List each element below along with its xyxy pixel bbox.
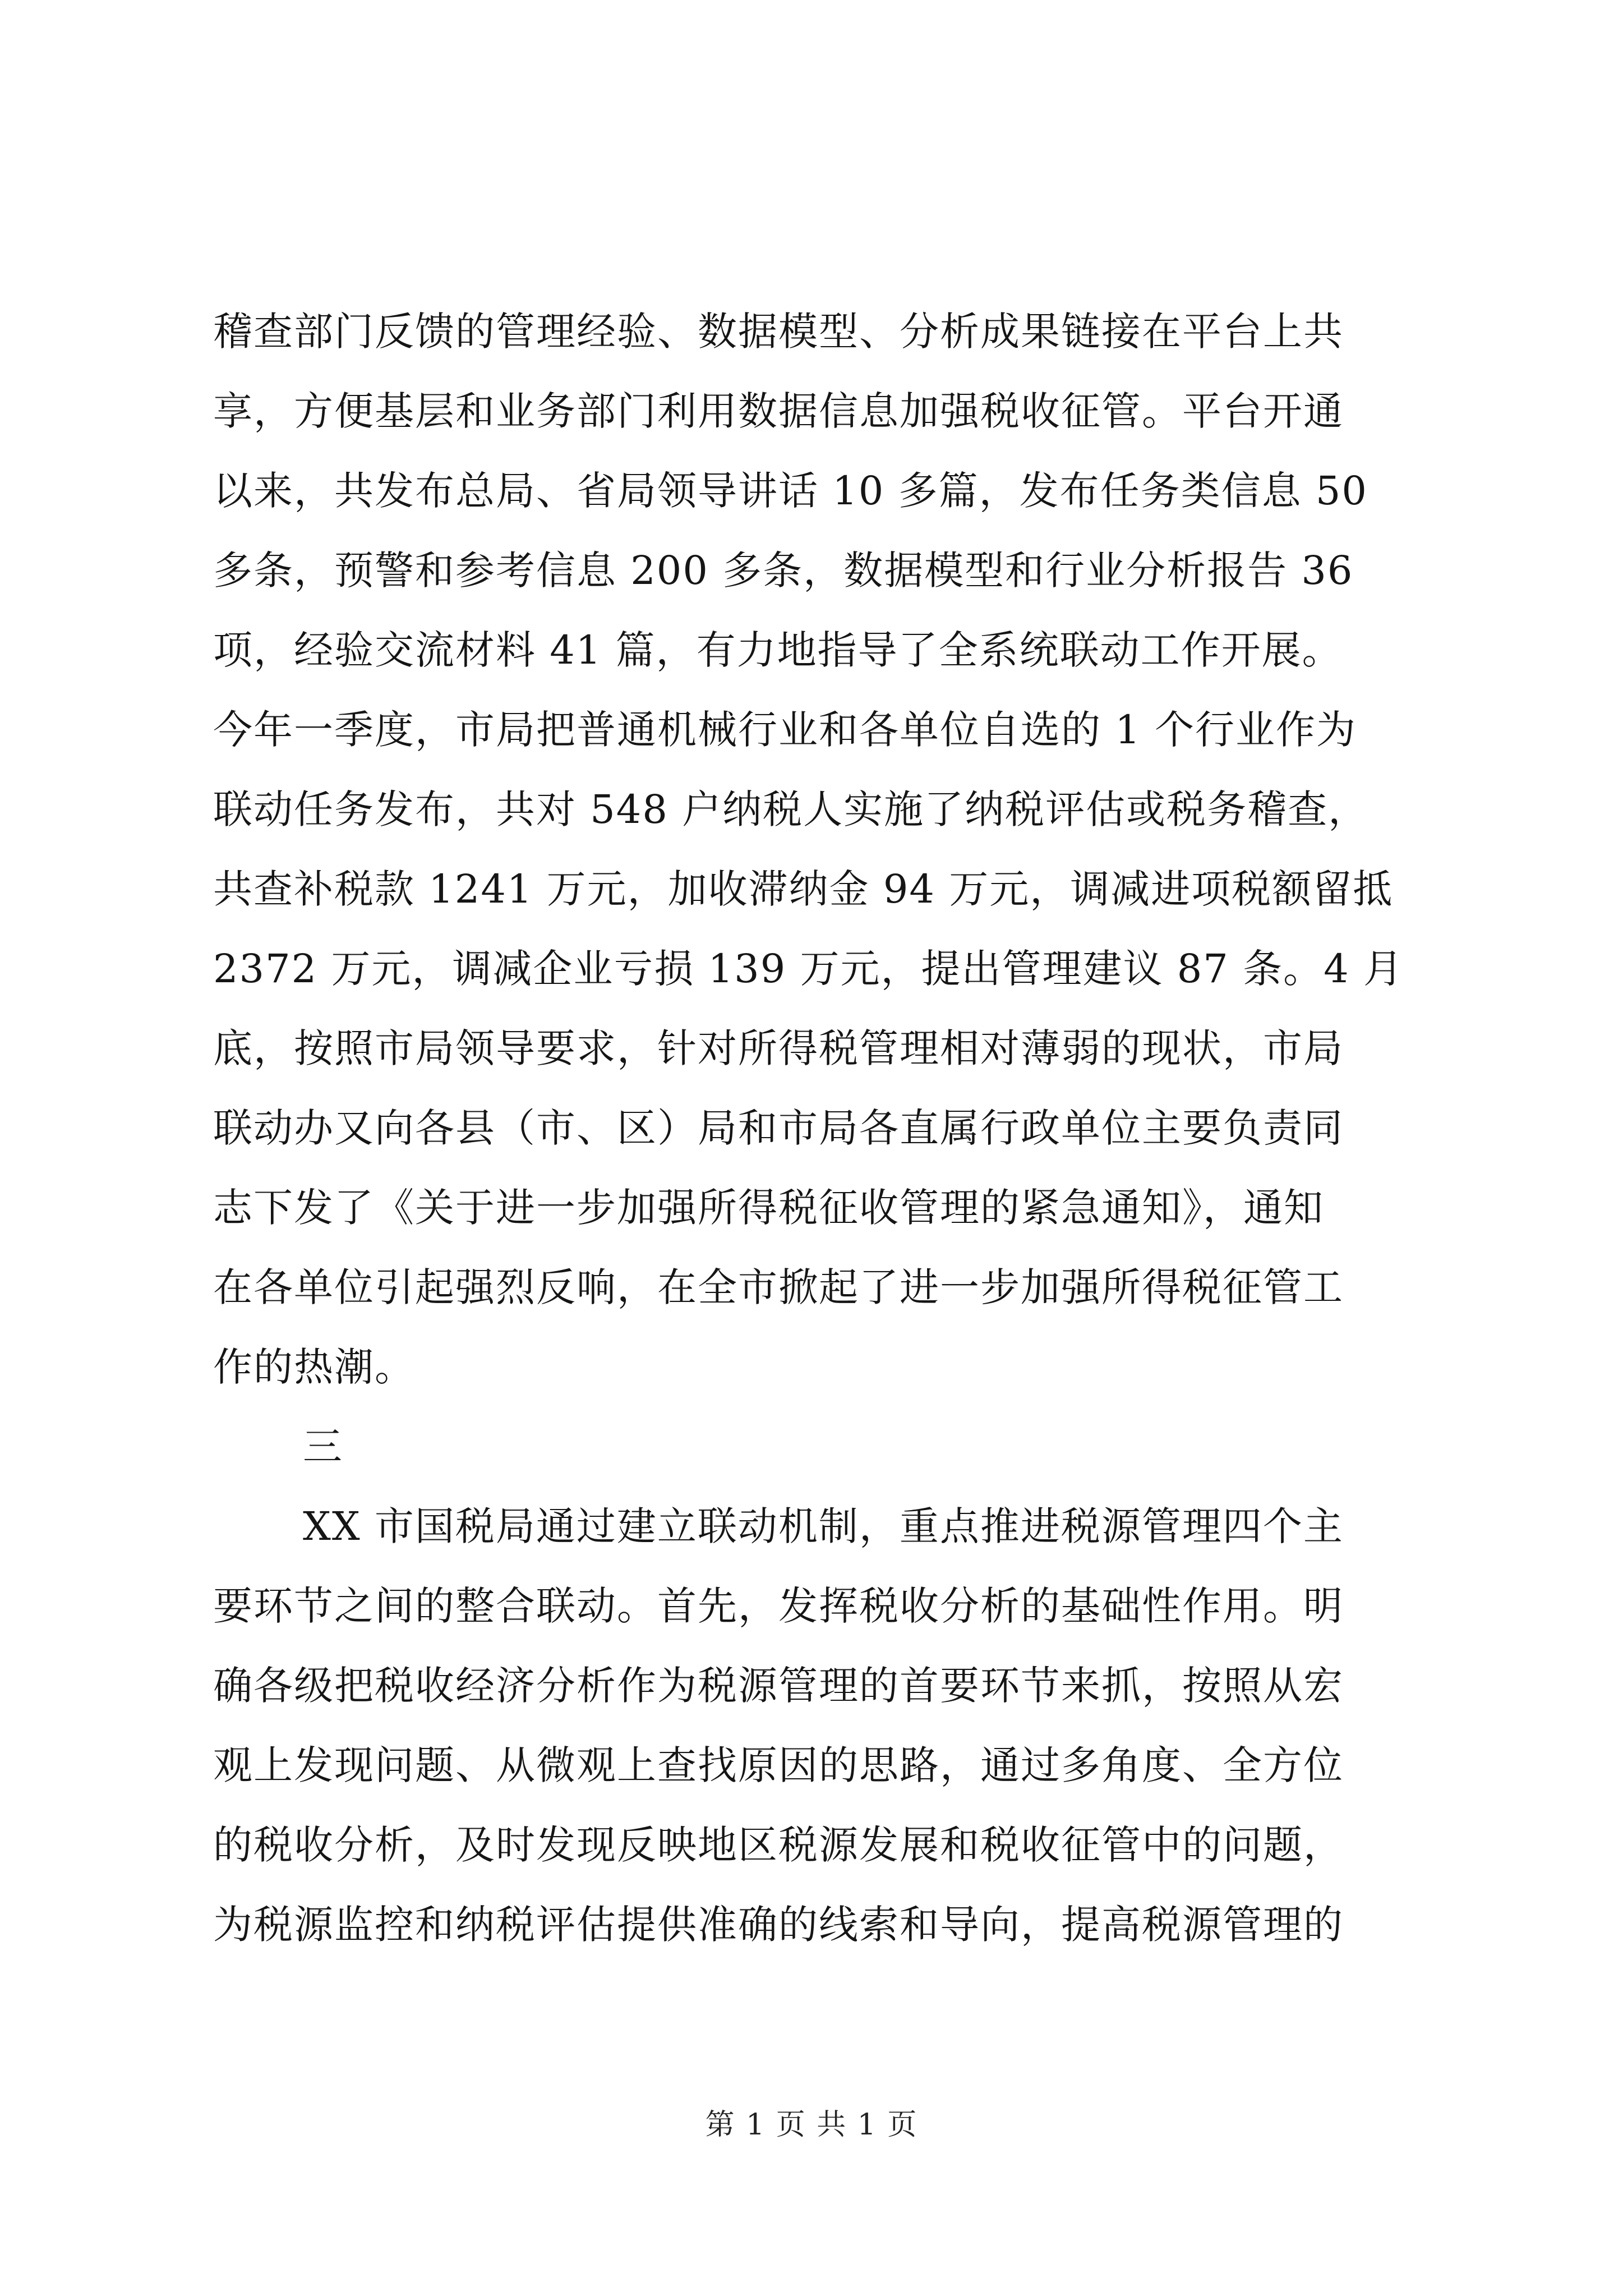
page-number-label: 第 1 页 共 1 页 — [705, 2108, 918, 2142]
text-line: 共查补税款 1241 万元，加收滞纳金 94 万元，调减进项税额留抵 — [213, 866, 1394, 912]
text-line: 底，按照市局领导要求，针对所得税管理相对薄弱的现状，市局 — [213, 1025, 1344, 1071]
document-body — [213, 292, 1418, 1964]
text-line: 联动办又向各县（市、区）局和市局各直属行政单位主要负责同 — [213, 1105, 1344, 1151]
paragraph — [213, 1487, 1418, 1964]
text-line: 以来，共发布总局、省局领导讲话 10 多篇，发布任务类信息 50 — [213, 468, 1368, 514]
text-line: 观上发现问题、从微观上查找原因的思路，通过多角度、全方位 — [213, 1742, 1344, 1788]
section-heading: 三 — [303, 1424, 343, 1470]
text-line: 2372 万元，调减企业亏损 139 万元，提出管理建议 87 条。4 月 — [213, 946, 1404, 992]
text-line: XX 市国税局通过建立联动机制，重点推进税源管理四个主 — [303, 1503, 1344, 1549]
paragraph-continued — [213, 292, 1418, 1407]
page-footer — [0, 2101, 1623, 2143]
text-line: 今年一季度，市局把普通机械行业和各单位自选的 1 个行业作为 — [213, 707, 1357, 753]
text-line: 项，经验交流材料 41 篇，有力地指导了全系统联动工作开展。 — [213, 627, 1343, 673]
text-line: 联动任务发布，共对 548 户纳税人实施了纳税评估或税务稽查， — [213, 786, 1369, 832]
text-line: 稽查部门反馈的管理经验、数据模型、分析成果链接在平台上共 — [213, 309, 1344, 355]
text-line: 在各单位引起强烈反响，在全市掀起了进一步加强所得税征管工 — [213, 1264, 1344, 1310]
text-line: 为税源监控和纳税评估提供准确的线索和导向，提高税源管理的 — [213, 1902, 1344, 1948]
text-line: 多条，预警和参考信息 200 多条，数据模型和行业分析报告 36 — [213, 547, 1354, 593]
text-line: 确各级把税收经济分析作为税源管理的首要环节来抓，按照从宏 — [213, 1663, 1344, 1709]
text-line: 享，方便基层和业务部门利用数据信息加强税收征管。平台开通 — [213, 388, 1344, 434]
text-line: 志下发了《关于进一步加强所得税征收管理的紧急通知》，通知 — [213, 1185, 1324, 1231]
text-line: 要环节之间的整合联动。首先，发挥税收分析的基础性作用。明 — [213, 1583, 1344, 1629]
text-line: 的税收分析，及时发现反映地区税源发展和税收征管中的问题， — [213, 1822, 1344, 1868]
text-line: 作的热潮。 — [213, 1344, 415, 1390]
